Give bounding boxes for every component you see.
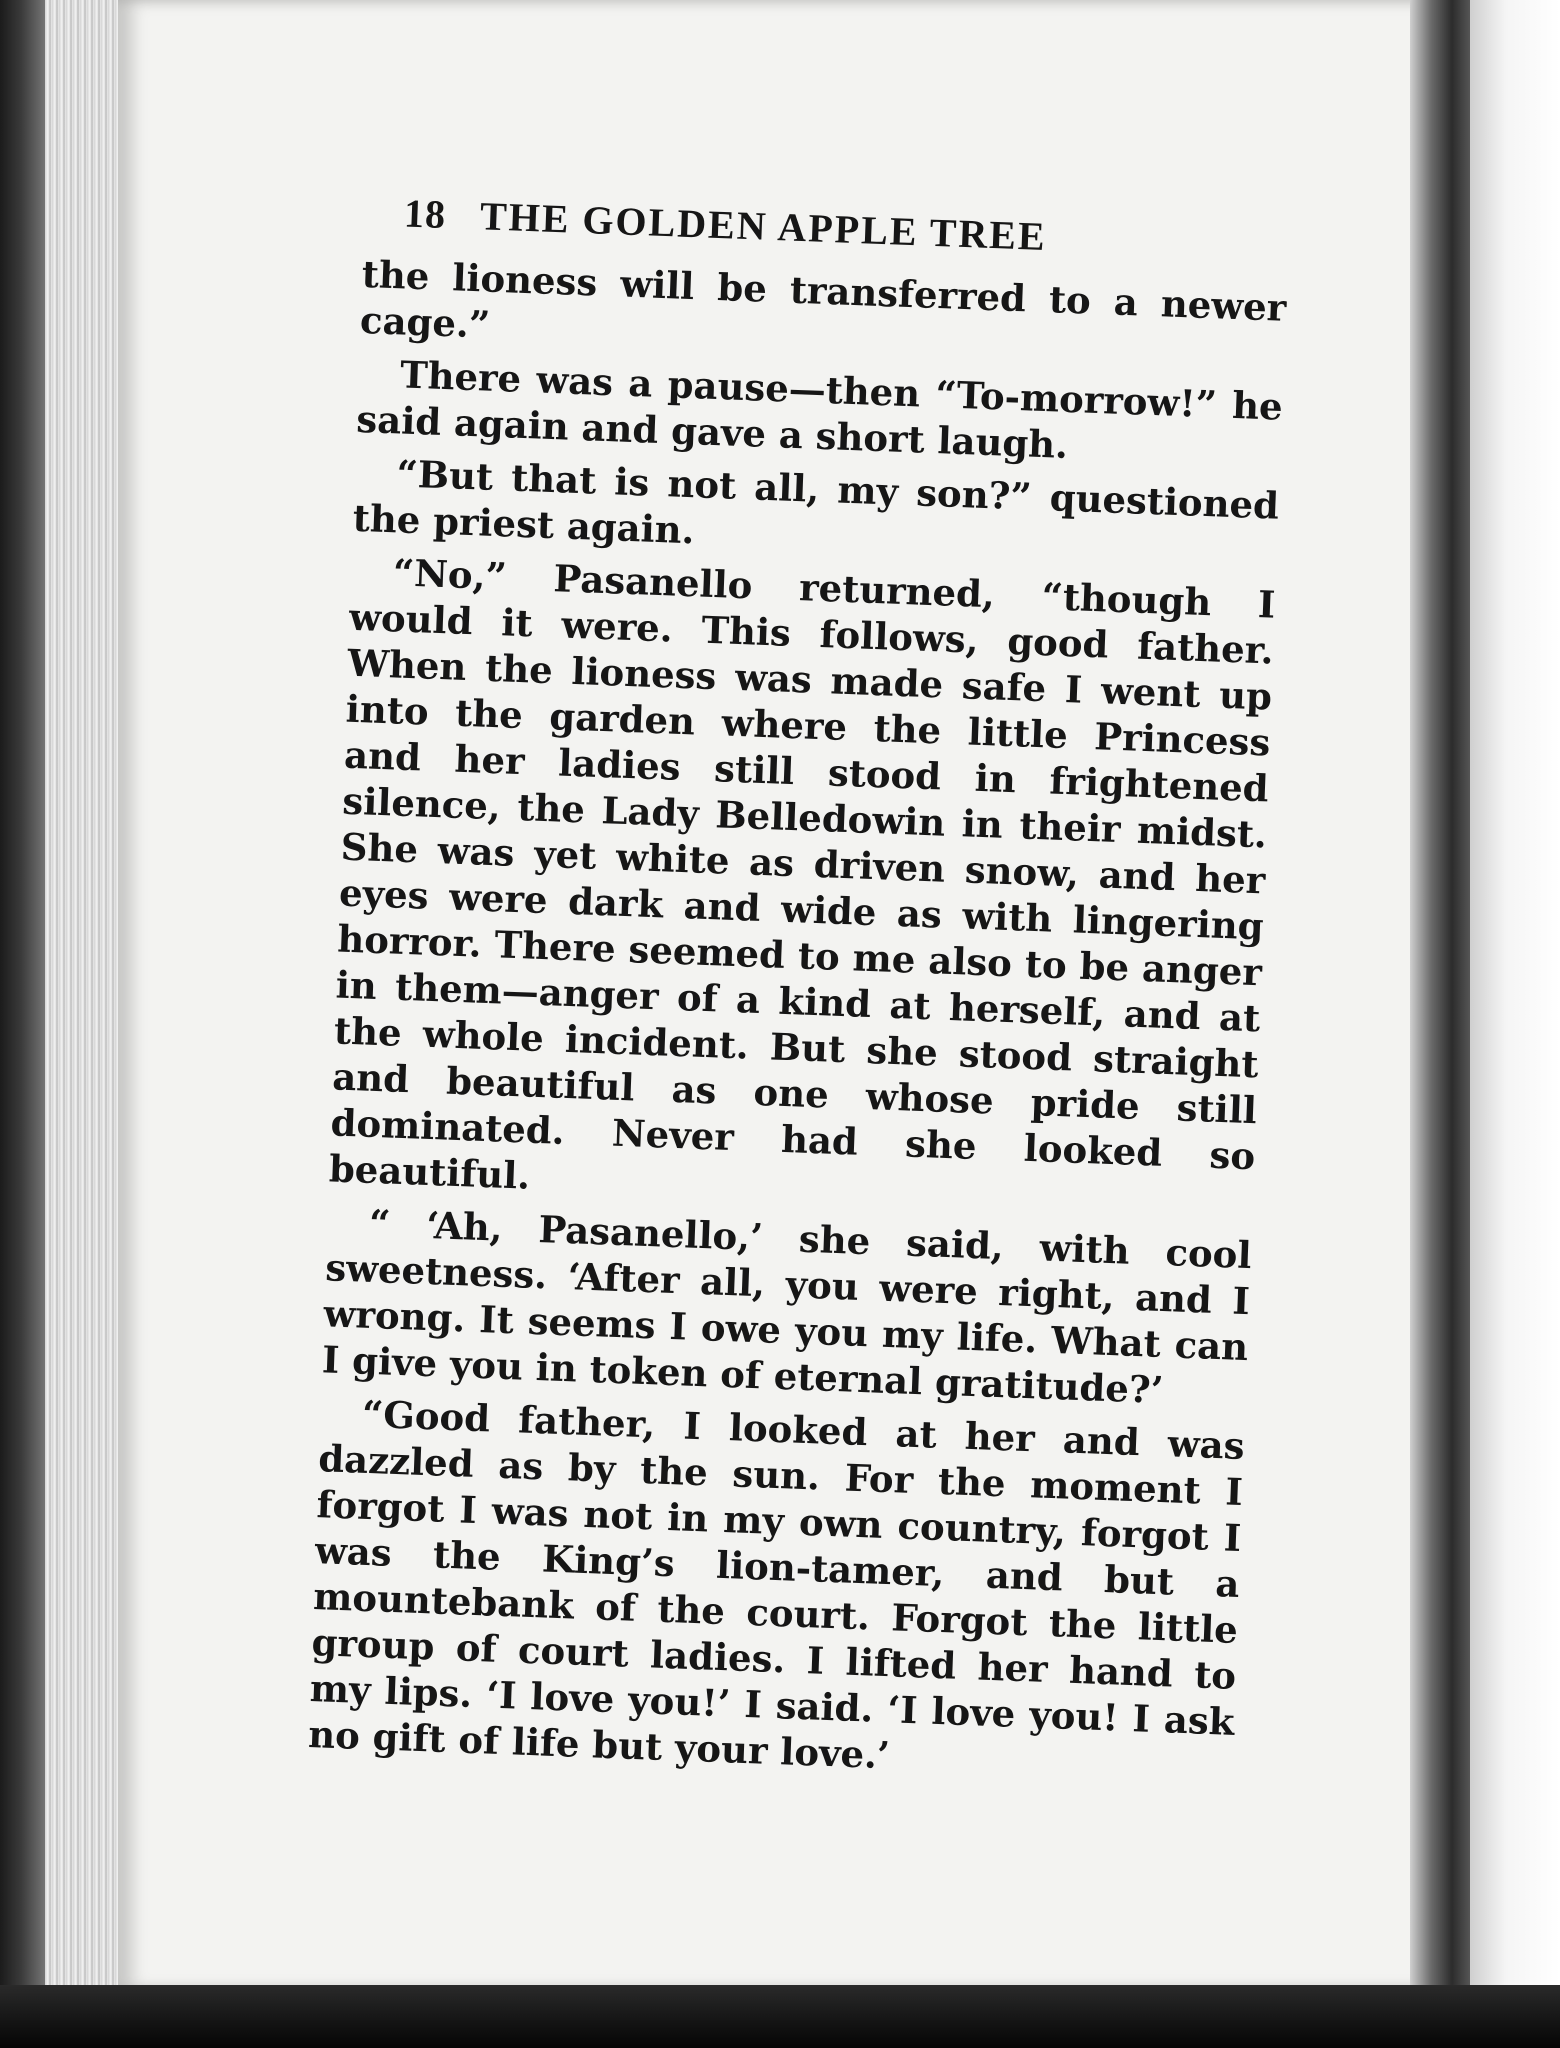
running-title: THE GOLDEN APPLE TREE bbox=[479, 193, 1048, 259]
facing-page-edge bbox=[1470, 0, 1560, 1990]
paragraph: the lioness will be transferred to a newer cage.” bbox=[359, 251, 1288, 347]
paragraph: “No,” Pasanello returned, “though I would it were. This follows, good father. When the lioness was made safe I went up into the garden where the little Princess and her ladies still stood in frightened silence, the Lady Belledowin in their midst. She was yet white as driven snow, and her eyes were dark and wide as with lingering horror. There seemed to me also to be anger in them—anger of a kind at herself, and at the whole incident. But she stood straight and beautiful as one whose pride still dominated. Never had she looked so beautiful. bbox=[328, 550, 1277, 1198]
page-edges bbox=[45, 0, 125, 2000]
paragraph: There was a pause—then “To-morrow!” he said again and gave a short laugh. bbox=[355, 352, 1284, 467]
page-text-block bbox=[307, 188, 1289, 1798]
paragraph: “ ‘Ah, Pasanello,’ she said, with cool sweetness. ‘After all, you were right, and I wrong. It seems I owe you my life. What can I give you in token of eternal gratitude?’ bbox=[321, 1200, 1253, 1413]
paragraph: “Good father, I looked at her and was dazzled as by the sun. For the moment I forgot I was not in my own country, forgot I was the King’s lion-tamer, and but a mountebank of the court. Forgot the little group of court ladies. I lifted her hand to my lips. ‘I love you!’ I said. ‘I love you! I ask no gift of life but your love.’ bbox=[307, 1391, 1246, 1778]
page-number: 18 bbox=[403, 190, 447, 237]
paragraph: “But that is not all, my son?” questioned the priest again. bbox=[352, 451, 1280, 553]
scan-bottom-border bbox=[0, 1985, 1560, 2048]
book-gutter bbox=[1410, 0, 1470, 2000]
